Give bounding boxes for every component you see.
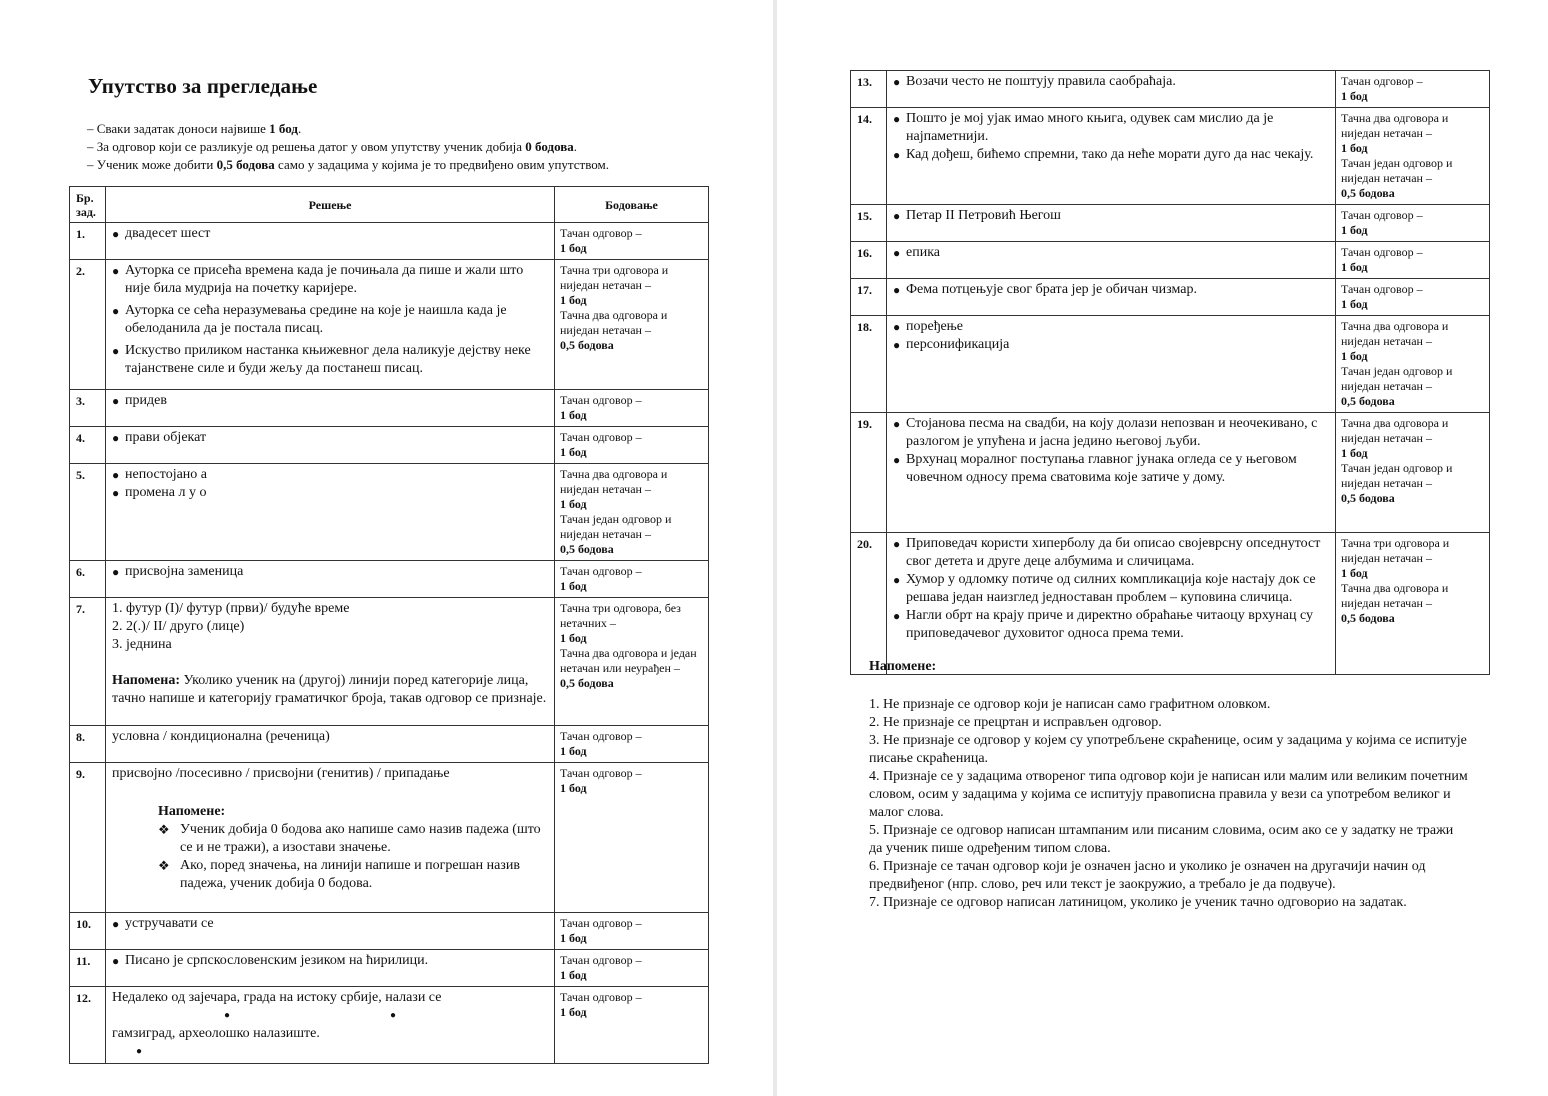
- table-row: [70, 561, 709, 598]
- score-condition: Тачна три одговора и ниједан нетачан –: [560, 263, 669, 292]
- score-condition: Тачна два одговора и ниједан нетачан –: [1341, 111, 1449, 140]
- intro-line: – Ученик може добити 0,5 бодова само у задацима у којима је то предвиђено овим упутством.: [87, 157, 609, 172]
- bullet-icon: ●: [112, 431, 120, 445]
- score-condition: Тачан одговор –: [560, 953, 642, 967]
- solution-text: промена л у о: [125, 485, 207, 500]
- solution-bullet: [112, 429, 550, 447]
- solution-text: Фема потцењује свог брата јер је обичан чизмар.: [906, 282, 1197, 297]
- spacer: [112, 654, 550, 672]
- solution-bullet: [112, 484, 550, 502]
- bullet-icon: ●: [390, 1010, 397, 1021]
- marker-row: [112, 1007, 550, 1025]
- solution-cell: [106, 223, 555, 260]
- score-points: 1 бод: [560, 781, 587, 795]
- task-number: 12.: [70, 987, 106, 1064]
- score-points: 0,5 бодова: [1341, 491, 1395, 505]
- solution-cell: [106, 464, 555, 561]
- solution-bullet: [893, 415, 1331, 451]
- solution-text: придев: [125, 393, 167, 408]
- diamond-bullet-icon: ❖: [158, 858, 170, 873]
- solution-text: Ауторка се присећа времена када је почињала да пише и жали што није била мудрија на почетку каријере.: [125, 263, 524, 296]
- task-number: 19.: [851, 413, 887, 533]
- score-cell: [555, 598, 709, 726]
- bullet-icon: ●: [893, 453, 901, 467]
- score-points: 1 бод: [1341, 566, 1368, 580]
- solution-bullet: [112, 915, 550, 933]
- score-condition: Тачан одговор –: [1341, 245, 1423, 259]
- score-condition: Тачна два одговора и ниједан нетачан –: [560, 308, 668, 337]
- solution-text: прави објекат: [125, 430, 207, 445]
- solution-bullet: [893, 207, 1331, 225]
- score-cell: [1336, 316, 1490, 413]
- task-number: 10.: [70, 913, 106, 950]
- score-points: 1 бод: [1341, 89, 1368, 103]
- column-header-solution: Решење: [106, 187, 555, 223]
- solution-line: 1. футур (I)/ футур (први)/ будуће време: [112, 601, 350, 616]
- solution-cell: [887, 279, 1336, 316]
- score-points: 0,5 бодова: [1341, 394, 1395, 408]
- solution-cell: [887, 316, 1336, 413]
- solution-cell: [106, 598, 555, 726]
- table-row: [851, 316, 1490, 413]
- task-number: 16.: [851, 242, 887, 279]
- task-number: 18.: [851, 316, 887, 413]
- score-cell: [1336, 413, 1490, 533]
- task-number: 14.: [851, 108, 887, 205]
- note-item: 6. Признаје се тачан одговор који је означен јасно и уколико је означен на другачији начин од предвиђеног (нпр. слово, реч или текст је заокружио, а требало је да подвуче).: [869, 859, 1426, 892]
- notes-title: Напомене:: [869, 659, 937, 674]
- bullet-icon: ●: [893, 573, 901, 587]
- score-points: 1 бод: [1341, 349, 1368, 363]
- solution-bullet: [893, 451, 1331, 487]
- score-points: 1 бод: [1341, 297, 1368, 311]
- score-points: 1 бод: [1341, 223, 1368, 237]
- intro-line: – За одговор који се разликује од решења датог у овом упутству ученик добија 0 бодова.: [87, 139, 578, 154]
- solution-cell: [887, 533, 1336, 675]
- solution-bullet: [893, 336, 1331, 354]
- score-condition: Тачна два одговора и ниједан нетачан –: [560, 467, 668, 496]
- score-condition: Тачан један одговор и ниједан нетачан –: [1341, 364, 1453, 393]
- column-header-score: Бодовање: [555, 187, 709, 223]
- score-points: 0,5 бодова: [1341, 186, 1395, 200]
- bullet-icon: ●: [224, 1010, 231, 1021]
- table-row: [70, 427, 709, 464]
- solution-cell: [887, 205, 1336, 242]
- score-condition: Тачан одговор –: [560, 226, 642, 240]
- score-condition: Тачан одговор –: [560, 990, 642, 1004]
- solution-line: условна / кондиционална (реченица): [112, 729, 330, 744]
- task-number: 13.: [851, 71, 887, 108]
- table-row: [70, 987, 709, 1064]
- note-item: 7. Признаје се одговор написан латиницом, уколико је ученик тачно одговорио на задатак.: [869, 895, 1407, 910]
- note-item: 4. Признаје се у задацима отвореног типа одговор који је написан или малим или великим почетним словом, осим у задацима у којима се испитују правописна правила у вези са употребом великог и малог слова.: [869, 769, 1468, 820]
- solution-text: устручавати се: [125, 916, 214, 931]
- solution-text: Пошто је мој ујак имао много књига, одувек сам мислио да је најпаметнији.: [906, 111, 1274, 144]
- score-cell: [555, 950, 709, 987]
- bullet-icon: ●: [893, 417, 901, 431]
- bullet-icon: ●: [112, 394, 120, 408]
- solution-bullet: [893, 535, 1331, 571]
- solution-cell: [887, 71, 1336, 108]
- solution-line: 2. 2(.)/ II/ друго (лице): [112, 619, 245, 634]
- note-label: Напомена:: [112, 673, 180, 688]
- solution-cell: [106, 987, 555, 1064]
- task-number: 20.: [851, 533, 887, 675]
- task-number: 6.: [70, 561, 106, 598]
- task-notes: [158, 803, 550, 893]
- task-number: 9.: [70, 763, 106, 913]
- score-condition: Тачна два одговора и један нетачан или неурађен –: [560, 646, 697, 675]
- note-item: [158, 821, 550, 857]
- score-condition: Тачан одговор –: [560, 766, 642, 780]
- solution-text: Нагли обрт на крају приче и директно обраћање читаоцу врхунац су приповедачевог духовитог односа према теми.: [906, 608, 1314, 641]
- score-condition: Тачна два одговора и ниједан нетачан –: [1341, 319, 1449, 348]
- score-points: 1 бод: [560, 631, 587, 645]
- score-condition: Тачан одговор –: [560, 430, 642, 444]
- score-points: 1 бод: [560, 497, 587, 511]
- general-notes: [869, 658, 1469, 912]
- bullet-icon: ●: [893, 338, 901, 352]
- score-cell: [1336, 242, 1490, 279]
- score-cell: [555, 390, 709, 427]
- note-item: [158, 857, 550, 893]
- bullet-icon: ●: [893, 320, 901, 334]
- solution-text: Ауторка се сећа неразумевања средине на које је наишла када је обелоданила да је постала писац.: [125, 303, 507, 336]
- solution-bullet: [893, 281, 1331, 299]
- solution-text: Петар II Петровић Његош: [906, 208, 1061, 223]
- bullet-icon: ●: [893, 609, 901, 623]
- score-points: 1 бод: [560, 408, 587, 422]
- solution-bullet: [893, 318, 1331, 336]
- solution-text: Врхунац моралног поступања главног јунака огледа се у његовом човечном односу према сватовима које затиче у дому.: [906, 452, 1297, 485]
- solution-bullet: [893, 110, 1331, 146]
- intro-line: – Сваки задатак доноси највише 1 бод.: [87, 121, 302, 136]
- score-cell: [555, 987, 709, 1064]
- task-number: 5.: [70, 464, 106, 561]
- bullet-icon: ●: [893, 537, 901, 551]
- score-cell: [555, 913, 709, 950]
- score-points: 1 бод: [560, 579, 587, 593]
- task-number: 4.: [70, 427, 106, 464]
- table-header-row: [70, 187, 709, 223]
- table-row: [851, 242, 1490, 279]
- score-points: 0,5 бодова: [560, 338, 614, 352]
- score-condition: Тачан један одговор и ниједан нетачан –: [560, 512, 672, 541]
- notes-list: [869, 696, 1469, 912]
- marker-row: [112, 1043, 550, 1061]
- solution-cell: [106, 950, 555, 987]
- bullet-icon: ●: [893, 283, 901, 297]
- solution-text: Приповедач користи хиперболу да би описао својеврсну опседнутост свог детета и друге деце албумима и сличицама.: [906, 536, 1321, 569]
- bullet-icon: ●: [893, 246, 901, 260]
- task-number: 15.: [851, 205, 887, 242]
- note-item: 2. Не признаје се прецртан и исправљен одговор.: [869, 715, 1162, 730]
- score-points: 1 бод: [560, 1005, 587, 1019]
- bullet-icon: ●: [112, 264, 120, 278]
- table-row: [851, 205, 1490, 242]
- grading-intro: [87, 120, 747, 174]
- table-row: [851, 533, 1490, 675]
- solution-cell: [106, 427, 555, 464]
- solution-bullet: [112, 225, 550, 243]
- note-item: 3. Не признаје се одговор у којем су употребљене скраћенице, осим у задацима у којима се испитује писање скраћеница.: [869, 733, 1467, 766]
- solution-text: епика: [906, 245, 941, 260]
- score-condition: Тачна два одговора и ниједан нетачан –: [1341, 416, 1449, 445]
- solution-bullet: [112, 262, 550, 298]
- solution-text: Стојанова песма на свадби, на коју долази непозван и неочекивано, с разлогом је упућена и јасна једино његовој љуби.: [906, 416, 1318, 449]
- answer-key-page-right: [777, 0, 1548, 1096]
- score-condition: Тачан један одговор и ниједан нетачан –: [1341, 461, 1453, 490]
- table-row: [70, 390, 709, 427]
- solution-bullet: [112, 563, 550, 581]
- score-condition: Тачан одговор –: [560, 393, 642, 407]
- note-text: Уколико ученик на (другој) линији поред категорије лица, тачно напише и категорију граматичког броја, такав одговор се признаје.: [112, 673, 547, 706]
- score-condition: Тачна три одговора и ниједан нетачан –: [1341, 536, 1450, 565]
- notes-heading: Напомене:: [158, 804, 226, 819]
- bullet-icon: ●: [112, 565, 120, 579]
- bullet-icon: ●: [136, 1046, 143, 1057]
- table-row: [70, 726, 709, 763]
- task-note: [112, 672, 550, 708]
- score-cell: [555, 464, 709, 561]
- table-row: [70, 223, 709, 260]
- score-cell: [1336, 108, 1490, 205]
- note-item-text: Ако, поред значења, на линији напише и погрешан назив падежа, ученик добија 0 бодова.: [180, 858, 520, 891]
- score-points: 0,5 бодова: [560, 676, 614, 690]
- score-points: 1 бод: [1341, 260, 1368, 274]
- bullet-icon: ●: [893, 75, 901, 89]
- solution-text: Возачи често не поштују правила саобраћаја.: [906, 74, 1176, 89]
- score-points: 1 бод: [560, 293, 587, 307]
- solution-text: Писано је српскословенским језиком на ћирилици.: [125, 953, 429, 968]
- score-cell: [1336, 71, 1490, 108]
- solution-bullet: [893, 73, 1331, 91]
- solution-text: двадесет шест: [125, 226, 211, 241]
- solution-text: Искуство приликом настанка књижевног дела наликује дејству неке тајанствене силе и буди жељу да постанеш писац.: [125, 343, 531, 376]
- solution-bullet: [893, 244, 1331, 262]
- solution-line: 3. једнина: [112, 637, 172, 652]
- solution-cell: [887, 108, 1336, 205]
- table-row: [70, 598, 709, 726]
- solution-text: поређење: [906, 319, 964, 334]
- score-cell: [555, 427, 709, 464]
- note-item-text: Ученик добија 0 бодова ако напише само назив падежа (што се и не тражи), а изостави значење.: [180, 822, 541, 855]
- score-condition: Тачна три одговора, без нетачних –: [560, 601, 681, 630]
- score-points: 1 бод: [560, 241, 587, 255]
- answer-key-table-continued: [850, 70, 1490, 675]
- solution-cell: [106, 913, 555, 950]
- score-condition: Тачан један одговор и ниједан нетачан –: [1341, 156, 1453, 185]
- solution-bullet: [112, 302, 550, 338]
- solution-cell: [887, 242, 1336, 279]
- score-condition: Тачан одговор –: [1341, 208, 1423, 222]
- task-number: 3.: [70, 390, 106, 427]
- score-points: 0,5 бодова: [1341, 611, 1395, 625]
- solution-cell: [106, 561, 555, 598]
- bullet-icon: ●: [112, 468, 120, 482]
- task-number: 1.: [70, 223, 106, 260]
- table-row: [70, 464, 709, 561]
- score-cell: [1336, 533, 1490, 675]
- solution-bullet: [893, 146, 1331, 164]
- solution-cell: [106, 763, 555, 913]
- score-cell: [555, 726, 709, 763]
- answer-key-page-left: [0, 0, 773, 1096]
- score-points: 0,5 бодова: [560, 542, 614, 556]
- score-cell: [555, 223, 709, 260]
- task-number: 7.: [70, 598, 106, 726]
- solution-bullet: [893, 607, 1331, 643]
- score-points: 1 бод: [1341, 141, 1368, 155]
- solution-bullet: [112, 952, 550, 970]
- table-row: [70, 950, 709, 987]
- solution-bullet: [112, 392, 550, 410]
- bullet-icon: ●: [893, 148, 901, 162]
- bullet-icon: ●: [893, 209, 901, 223]
- score-condition: Тачан одговор –: [560, 564, 642, 578]
- task-number: 2.: [70, 260, 106, 390]
- score-cell: [555, 561, 709, 598]
- solution-bullet: [893, 571, 1331, 607]
- table-row: [851, 413, 1490, 533]
- score-points: 1 бод: [560, 968, 587, 982]
- table-row: [851, 279, 1490, 316]
- bullet-icon: ●: [112, 917, 120, 931]
- bullet-icon: ●: [112, 304, 120, 318]
- diamond-bullet-icon: ❖: [158, 822, 170, 837]
- score-cell: [1336, 279, 1490, 316]
- solution-cell: [106, 726, 555, 763]
- solution-cell: [106, 260, 555, 390]
- solution-text: персонификација: [906, 337, 1010, 352]
- score-points: 1 бод: [560, 445, 587, 459]
- score-points: 1 бод: [560, 744, 587, 758]
- table-row: [70, 260, 709, 390]
- table-row: [851, 71, 1490, 108]
- score-condition: Тачна два одговора и ниједан нетачан –: [1341, 581, 1449, 610]
- solution-cell: [106, 390, 555, 427]
- bullet-icon: ●: [112, 344, 120, 358]
- answer-key-table: [69, 186, 709, 1064]
- solution-text: присвојна заменица: [125, 564, 244, 579]
- document-title: Упутство за прегледање: [88, 74, 318, 98]
- score-condition: Тачан одговор –: [1341, 74, 1423, 88]
- task-number: 8.: [70, 726, 106, 763]
- score-cell: [555, 763, 709, 913]
- bullet-icon: ●: [112, 227, 120, 241]
- score-points: 1 бод: [560, 931, 587, 945]
- solution-bullet: [112, 342, 550, 378]
- task-number: 17.: [851, 279, 887, 316]
- score-cell: [555, 260, 709, 390]
- note-item: 5. Признаје се одговор написан штампаним или писаним словима, осим ако се у задатку не тражи да ученик пише одређеним типом слова.: [869, 823, 1454, 856]
- score-points: 1 бод: [1341, 446, 1368, 460]
- column-header-number: Бр. зад.: [70, 187, 106, 223]
- table-row: [70, 763, 709, 913]
- table-row: [70, 913, 709, 950]
- solution-line: Недалеко од зајечара, града на истоку србије, налази се: [112, 990, 442, 1005]
- solution-line: присвојно /посесивно / присвојни (генитив) / припадање: [112, 766, 450, 781]
- bullet-icon: ●: [112, 954, 120, 968]
- solution-text: Кад дођеш, бићемо спремни, тако да неће морати дуго да нас чекају.: [906, 147, 1314, 162]
- score-condition: Тачан одговор –: [1341, 282, 1423, 296]
- score-condition: Тачан одговор –: [560, 729, 642, 743]
- score-condition: Тачан одговор –: [560, 916, 642, 930]
- table-row: [851, 108, 1490, 205]
- bullet-icon: ●: [112, 486, 120, 500]
- solution-text: непостојано а: [125, 467, 208, 482]
- spacer: [112, 783, 550, 801]
- score-cell: [1336, 205, 1490, 242]
- solution-line: гамзиград, археолошко налазиште.: [112, 1026, 320, 1041]
- note-item: 1. Не признаје се одговор који је написан само графитном оловком.: [869, 697, 1271, 712]
- solution-cell: [887, 413, 1336, 533]
- solution-text: Хумор у одломку потиче од силних компликација које настају док се решава један наизглед једноставан проблем – куповина сличица.: [906, 572, 1316, 605]
- bullet-icon: ●: [893, 112, 901, 126]
- solution-bullet: [112, 466, 550, 484]
- task-number: 11.: [70, 950, 106, 987]
